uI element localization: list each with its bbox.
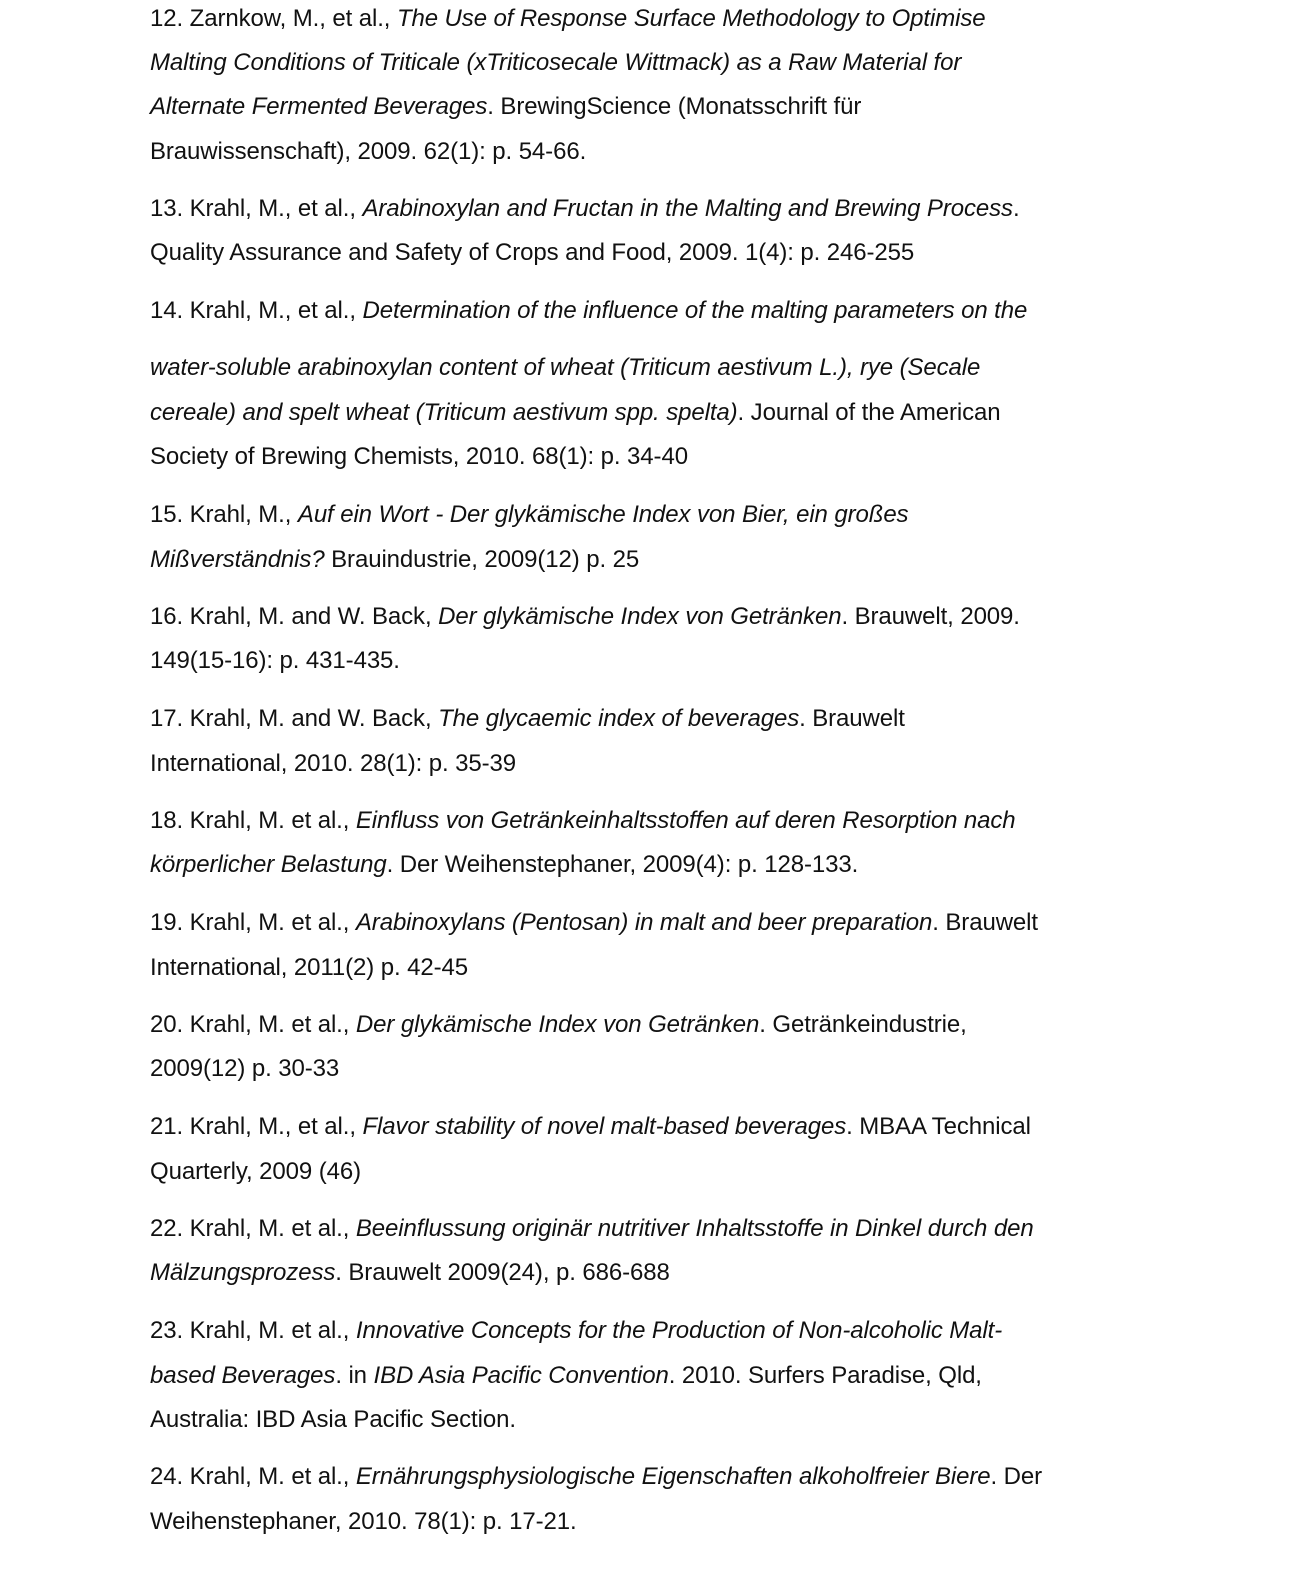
reference-line [150,1361,982,1391]
reference-line [150,238,914,268]
reference-text: . in [335,1362,374,1389]
reference-title-text: Beeinflussung originär nutritiver Inhaltsstoffe in Dinkel durch den [355,1215,1034,1242]
reference-line [150,908,1038,938]
reference-line [150,806,1016,836]
reference-line [150,1054,339,1084]
reference-text: Brauindustrie, 2009(12) p. 25 [324,546,640,573]
reference-text: . Brauwelt 2009(24), p. 686-688 [335,1259,670,1286]
reference-line [150,137,586,167]
reference-line [150,1462,1042,1492]
reference-line [150,4,985,34]
reference-title-text: Auf ein Wort - Der glykämische Index von Bier, ein großes [297,501,909,528]
reference-text: 149(15-16): p. 431-435. [150,647,400,674]
reference-title-text: Flavor stability of novel malt-based beverages [362,1113,847,1140]
reference-title-text: Innovative Concepts for the Production of Non-alcoholic Malt- [355,1317,1003,1344]
reference-line [150,1112,1031,1142]
reference-text: Society of Brewing Chemists, 2010. 68(1): p. 34-40 [150,443,688,470]
reference-title-text: körperlicher Belastung [150,851,387,878]
reference-title-text: Alternate Fermented Beverages [150,93,488,120]
reference-text: 17. Krahl, M. and W. Back, [150,705,439,732]
reference-line [150,296,1027,326]
reference-line [150,48,961,78]
reference-line [150,353,980,383]
reference-text: 20. Krahl, M. et al., [150,1011,356,1038]
reference-line [150,1507,577,1537]
reference-line [150,646,400,676]
reference-title-text: water-soluble arabinoxylan content of wheat (Triticum aestivum L.), rye (Secale [150,354,981,381]
reference-text: 12. Zarnkow, M., et al., [150,5,397,32]
reference-text: Australia: IBD Asia Pacific Section. [150,1406,516,1433]
reference-line [150,1316,1002,1346]
reference-title-text: Einfluss von Getränkeinhaltsstoffen auf deren Resorption nach [355,807,1016,834]
reference-text: 21. Krahl, M., et al., [150,1113,363,1140]
reference-text: . Getränkeindustrie, [759,1011,967,1038]
reference-line [150,1214,1034,1244]
reference-title-text: Der glykämische Index von Getränken [438,603,842,630]
reference-text: . Der Weihenstephaner, 2009(4): p. 128-133. [386,851,859,878]
reference-line [150,442,688,472]
reference-text: International, 2011(2) p. 42-45 [150,954,469,981]
reference-line [150,953,468,983]
reference-title-text: Determination of the influence of the malting parameters on the [362,297,1028,324]
reference-text: 18. Krahl, M. et al., [150,807,356,834]
reference-title-text: Arabinoxylans (Pentosan) in malt and beer preparation [355,909,933,936]
reference-text: 19. Krahl, M. et al., [150,909,356,936]
reference-text: International, 2010. 28(1): p. 35-39 [150,750,516,777]
reference-title-text: Mälzungsprozess [150,1259,336,1286]
reference-text: 22. Krahl, M. et al., [150,1215,356,1242]
reference-title-text: Ernährungsphysiologische Eigenschaften alkoholfreier Biere [355,1463,991,1490]
reference-text: Quarterly, 2009 (46) [150,1158,361,1185]
reference-text: . Brauwelt [799,705,905,732]
reference-line [150,1258,670,1288]
reference-text: Weihenstephaner, 2010. 78(1): p. 17-21. [150,1508,577,1535]
reference-title-text: cereale) and spelt wheat (Triticum aestivum spp. spelta) [150,399,738,426]
reference-text: . [1012,195,1020,222]
reference-line [150,545,639,575]
reference-text: . 2010. Surfers Paradise, Qld, [668,1362,982,1389]
reference-text: 13. Krahl, M., et al., [150,195,363,222]
reference-text: Brauwissenschaft), 2009. 62(1): p. 54-66. [150,138,587,165]
reference-title-text: Arabinoxylan and Fructan in the Malting and Brewing Process [362,195,1013,222]
reference-line [150,1157,361,1187]
reference-line [150,850,858,880]
reference-line [150,704,905,734]
reference-line [150,500,908,530]
reference-text: . MBAA Technical [846,1113,1031,1140]
reference-title-text: Malting Conditions of Triticale (xTriticosecale Wittmack) as a Raw Material for [150,49,962,76]
reference-line [150,398,1001,428]
reference-text: . Journal of the American [737,399,1001,426]
reference-line [150,602,1020,632]
reference-title-text: IBD Asia Pacific Convention [373,1362,669,1389]
reference-text: Quality Assurance and Safety of Crops and Food, 2009. 1(4): p. 246-255 [150,239,915,266]
reference-text: . BrewingScience (Monatsschrift für [487,93,862,120]
reference-line [150,92,861,122]
reference-text: 24. Krahl, M. et al., [150,1463,356,1490]
reference-text: 16. Krahl, M. and W. Back, [150,603,439,630]
reference-text: 2009(12) p. 30-33 [150,1055,340,1082]
reference-title-text: The Use of Response Surface Methodology to Optimise [396,5,986,32]
reference-text: 14. Krahl, M., et al., [150,297,363,324]
reference-text: . Brauwelt, 2009. [841,603,1020,630]
reference-text: . Der [990,1463,1042,1490]
reference-text: . Brauwelt [932,909,1038,936]
reference-title-text: based Beverages [150,1362,336,1389]
reference-text: 23. Krahl, M. et al., [150,1317,356,1344]
reference-line [150,1010,967,1040]
reference-title-text: Der glykämische Index von Getränken [355,1011,760,1038]
reference-line [150,749,516,779]
reference-line [150,194,1020,224]
reference-text: 15. Krahl, M., [150,501,298,528]
reference-title-text: The glycaemic index of beverages [438,705,800,732]
reference-line [150,1405,516,1435]
reference-title-text: Mißverständnis? [150,546,325,573]
